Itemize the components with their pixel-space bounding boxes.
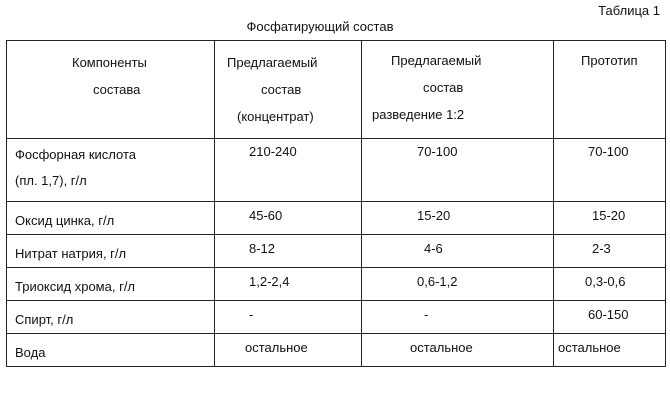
prototype-value: 15-20 [592,208,626,223]
table-header-row [7,41,666,139]
concentrate-value: 210-240 [249,144,297,159]
component-name-cell [7,268,215,301]
header-proposed-concentrate [215,41,362,139]
concentrate-cell [215,268,362,301]
header-proposed-dilution [362,41,554,139]
concentrate-value: 8-12 [249,241,276,256]
component-name-cell [7,202,215,235]
prototype-cell [554,235,666,268]
table-row [7,334,666,367]
dilution-value: 70-100 [417,144,458,159]
table-title: Фосфатирующий состав [246,19,394,34]
table-row [7,139,666,202]
component-name-line: Фосфорная кислота [15,147,136,162]
prototype-cell [554,334,666,367]
component-name-cell [7,301,215,334]
header-components-line: состава [93,82,141,97]
dilution-cell [362,268,554,301]
concentrate-value: 1,2-2,4 [249,274,290,289]
component-name-line: Спирт, г/л [15,312,74,327]
header-dilution-line: разведение 1:2 [372,107,465,122]
prototype-cell [554,139,666,202]
header-concentrate-line: Предлагаемый [227,55,318,70]
dilution-value: остальное [410,340,473,355]
concentrate-cell [215,235,362,268]
dilution-value: 15-20 [417,208,451,223]
table-row [7,268,666,301]
component-name-line: Оксид цинка, г/л [15,213,115,228]
header-dilution-line: Предлагаемый [391,53,482,68]
concentrate-cell [215,301,362,334]
prototype-cell [554,301,666,334]
header-dilution-line: состав [423,80,464,95]
dilution-cell [362,301,554,334]
dilution-cell [362,334,554,367]
dilution-value: 0,6-1,2 [417,274,458,289]
component-name-line: Триоксид хрома, г/л [15,279,136,294]
component-name-line: Вода [15,345,46,360]
dilution-cell [362,202,554,235]
header-prototype [554,41,666,139]
prototype-value: 0,3-0,6 [585,274,626,289]
header-components-line: Компоненты [72,55,147,70]
phosphating-composition-table [6,40,666,367]
concentrate-value: - [249,307,254,322]
dilution-value: 4-6 [424,241,443,256]
header-prototype-line: Прототип [581,53,638,68]
header-concentrate-line: состав [261,82,302,97]
header-concentrate-line: (концентрат) [237,109,314,124]
prototype-cell [554,268,666,301]
table-number: Таблица 1 [598,3,660,18]
component-name-line: (пл. 1,7), г/л [15,173,87,188]
component-name-cell [7,235,215,268]
dilution-cell [362,139,554,202]
prototype-cell [554,202,666,235]
component-name-line: Нитрат натрия, г/л [15,246,127,261]
table-row [7,202,666,235]
concentrate-value: остальное [245,340,308,355]
prototype-value: остальное [558,340,621,355]
prototype-value: 60-150 [588,307,629,322]
dilution-value: - [424,307,429,322]
table-row [7,301,666,334]
prototype-value: 2-3 [592,241,611,256]
dilution-cell [362,235,554,268]
component-name-cell [7,139,215,202]
table-row [7,235,666,268]
concentrate-cell [215,139,362,202]
concentrate-cell [215,334,362,367]
concentrate-cell [215,202,362,235]
concentrate-value: 45-60 [249,208,283,223]
header-components [7,41,215,139]
component-name-cell [7,334,215,367]
prototype-value: 70-100 [588,144,629,159]
